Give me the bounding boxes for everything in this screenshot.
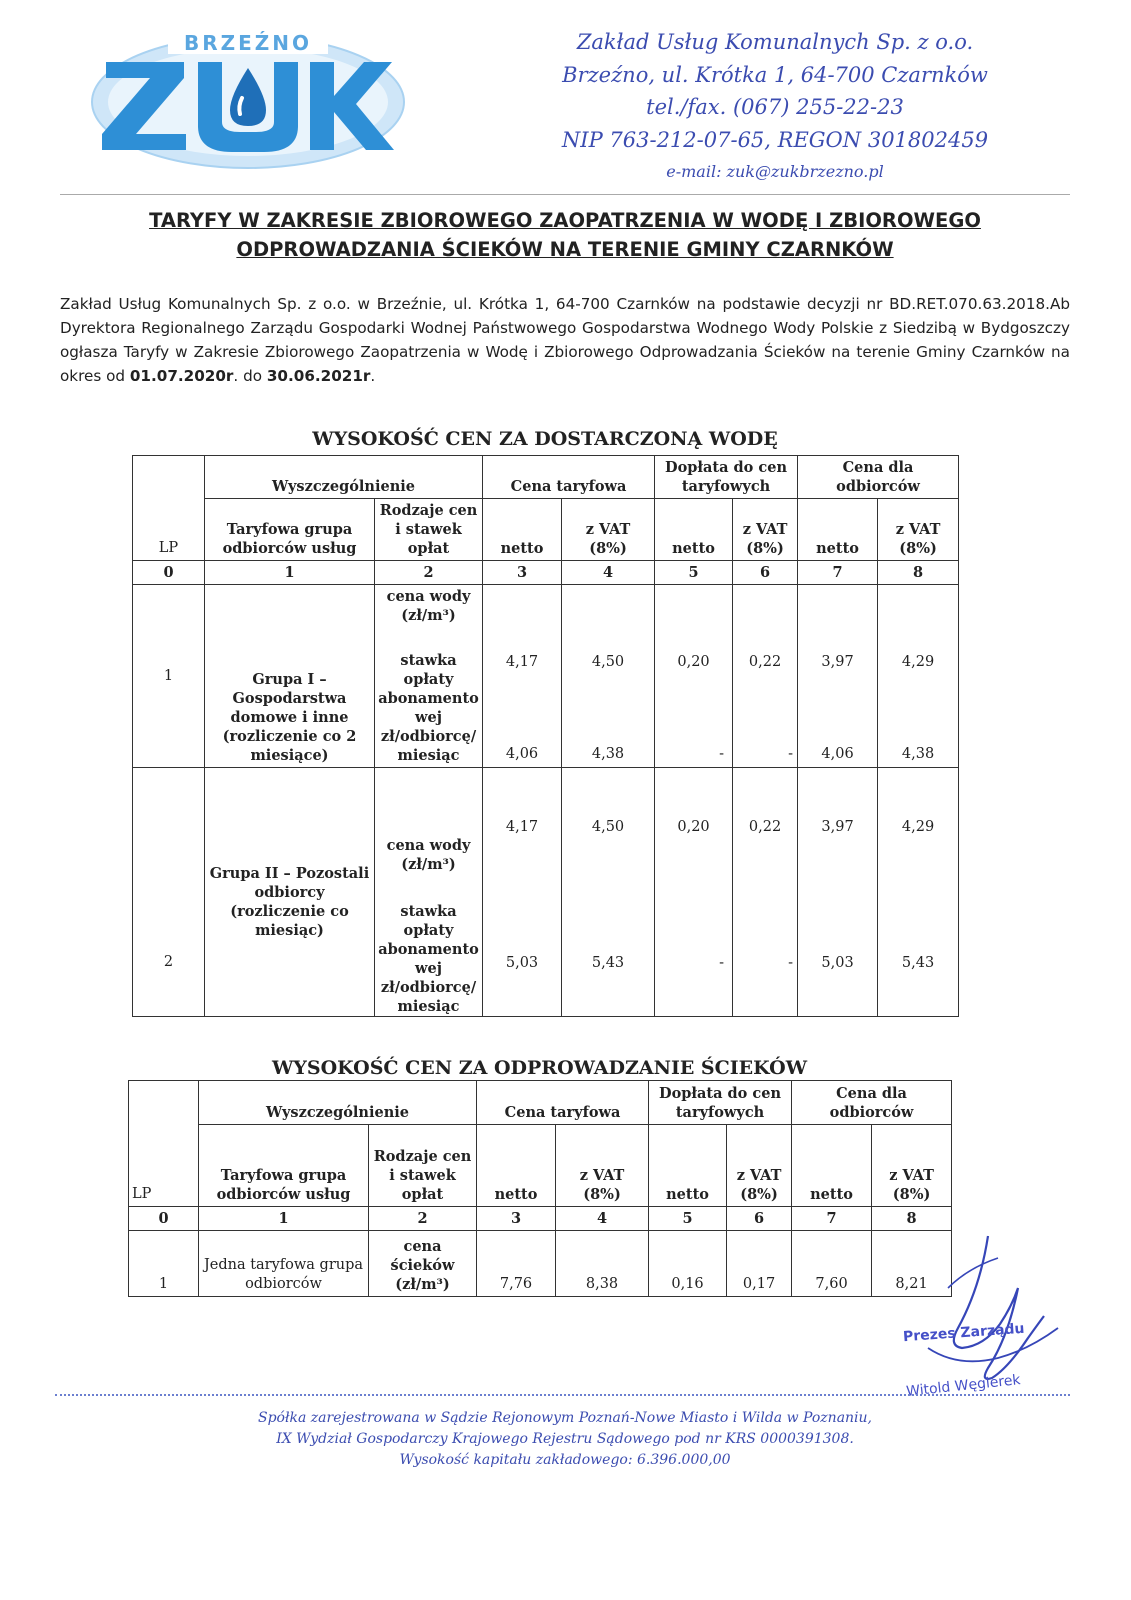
header-grupa: Taryfowa grupa odbiorców usług [199, 1125, 369, 1207]
footer-divider [55, 1394, 1070, 1396]
company-ids: NIP 763-212-07-65, REGON 301802459 [561, 127, 989, 152]
value-cell: - [788, 746, 794, 762]
col-number: 5 [655, 561, 733, 585]
value-cell: 8,21 [872, 1231, 952, 1297]
lp-header: LP [129, 1081, 199, 1207]
footer-line-3: Wysokość kapitału zakładowego: 6.396.000,00 [399, 1452, 731, 1468]
value-cell: 3,97 [821, 819, 854, 835]
header-netto: netto [649, 1125, 727, 1207]
company-phone: tel./fax. (067) 255-22-23 [646, 95, 904, 119]
col-number: 2 [375, 561, 483, 585]
document-title [70, 206, 1060, 264]
header-zvat: z VAT (8%) [562, 499, 655, 561]
title-line-2: ODPROWADZANIA ŚCIEKÓW NA TERENIE GMINY CZARNKÓW [236, 238, 894, 261]
value-cell: - [788, 955, 794, 971]
header-rodzaje: Rodzaje cen i stawek opłat [375, 499, 483, 561]
table-row [129, 1231, 952, 1297]
footer-info [150, 1408, 980, 1471]
row-type-b: stawka opłaty abonamento wej zł/odbiorcę/ miesiąc [378, 652, 479, 764]
header-zvat: z VAT (8%) [727, 1125, 792, 1207]
value-cell: 4,06 [505, 746, 539, 762]
value-cell: 5,43 [901, 955, 935, 971]
row-type-a: cena wody (zł/m³) [386, 588, 471, 624]
signature-role: Prezes Zarządu [902, 1320, 1026, 1346]
water-table-title: WYSOKOŚĆ CEN ZA DOSTARCZONĄ WODĘ [312, 428, 778, 450]
col-number: 6 [733, 561, 798, 585]
header-rodzaje: Rodzaje cen i stawek opłat [369, 1125, 477, 1207]
company-name: Zakład Usług Komunalnych Sp. z o.o. [576, 30, 974, 54]
col-number: 7 [792, 1207, 872, 1231]
header-netto: netto [477, 1125, 556, 1207]
header-cena-odbiorcow: Cena dla odbiorców [792, 1081, 952, 1125]
intro-paragraph [60, 292, 1070, 388]
row-type: cena ścieków (zł/m³) [369, 1231, 477, 1297]
date-to: 30.06.2021r [266, 367, 371, 385]
header-netto: netto [798, 499, 878, 561]
value-cell: 8,38 [556, 1231, 649, 1297]
value-cell: 0,22 [748, 654, 782, 670]
col-number: 8 [872, 1207, 952, 1231]
header-zvat: z VAT (8%) [872, 1125, 952, 1207]
col-number: 0 [133, 561, 205, 585]
header-divider [60, 194, 1070, 195]
header-cena-odbiorcow: Cena dla odbiorców [798, 456, 959, 499]
table-row [133, 585, 959, 768]
intro-mid: . do [233, 367, 267, 385]
value-cell: 3,97 [821, 654, 854, 670]
table-row [133, 768, 959, 1017]
row-lp: 1 [129, 1231, 199, 1297]
header-doplata: Dopłata do cen taryfowych [649, 1081, 792, 1125]
signature-name: Witold Węglerek [905, 1372, 1022, 1400]
lp-header: LP [133, 456, 205, 561]
date-from: 01.07.2020r [129, 367, 234, 385]
header-zvat: z VAT (8%) [878, 499, 959, 561]
value-cell: 4,29 [901, 819, 935, 835]
footer-line-2: IX Wydział Gospodarczy Krajowego Rejestru Sądowego pod nr KRS 0000391308. [276, 1431, 854, 1447]
value-cell: 5,03 [505, 955, 539, 971]
value-cell: 4,06 [821, 746, 854, 762]
row-group: Jedna taryfowa grupa odbiorców [199, 1231, 369, 1297]
value-cell: 0,17 [727, 1231, 792, 1297]
col-number: 1 [205, 561, 375, 585]
value-cell: 4,50 [591, 654, 625, 670]
header-wyszczegolnienie: Wyszczególnienie [199, 1081, 477, 1125]
logo-top-text: BRZEŹNO [183, 31, 313, 55]
sewage-price-table [128, 1080, 952, 1297]
row-type-a: cena wody (zł/m³) [386, 837, 471, 873]
header-cena-taryfowa: Cena taryfowa [483, 456, 655, 499]
row-group: Grupa II – Pozostali odbiorcy (rozliczenie co miesiąc) [205, 768, 375, 1017]
company-info [540, 26, 1010, 189]
value-cell: 0,20 [677, 819, 710, 835]
value-cell: 0,20 [677, 654, 710, 670]
intro-end: . [370, 367, 376, 385]
intro-text: Zakład Usług Komunalnych Sp. z o.o. w Brzeźnie, ul. Krótka 1, 64-700 Czarnków na podstawie decyzji nr BD.RET.070.63.2018.Ab Dyrektora Regionalnego Zarządu Gospodarki Wodnej Państwowego Gospodarstwa Wodnego Wody Polskie z Siedzibą w Bydgoszczy ogłasza Taryfy w Zakresie Zbiorowego Zaopatrzenia w Wodę i Zbiorowego Odprowadzania Ścieków na terenie Gminy Czarnków na okres od [60, 295, 1070, 385]
row-type-b: stawka opłaty abonamento wej zł/odbiorcę/ miesiąc [378, 903, 479, 1015]
water-price-table [132, 455, 959, 1017]
value-cell: 0,22 [748, 819, 782, 835]
col-number: 0 [129, 1207, 199, 1231]
row-group: Grupa I – Gospodarstwa domowe i inne (rozliczenie co 2 miesiące) [205, 585, 375, 768]
value-cell: - [719, 955, 725, 971]
header-netto: netto [655, 499, 733, 561]
row-lp: 1 [133, 585, 205, 768]
value-cell: 4,38 [591, 746, 625, 762]
header-wyszczegolnienie: Wyszczególnienie [205, 456, 483, 499]
footer-line-1: Spółka zarejestrowana w Sądzie Rejonowym Poznań-Nowe Miasto i Wilda w Poznaniu, [258, 1410, 872, 1426]
col-number: 4 [556, 1207, 649, 1231]
col-number: 5 [649, 1207, 727, 1231]
company-logo [88, 22, 408, 172]
company-address: Brzeźno, ul. Krótka 1, 64-700 Czarnków [562, 62, 988, 87]
header-doplata: Dopłata do cen taryfowych [655, 456, 798, 499]
value-cell: 5,03 [821, 955, 854, 971]
value-cell: 7,60 [792, 1231, 872, 1297]
title-line-1: TARYFY W ZAKRESIE ZBIOROWEGO ZAOPATRZENIA W WODĘ I ZBIOROWEGO [149, 209, 981, 232]
col-number: 2 [369, 1207, 477, 1231]
col-number: 3 [477, 1207, 556, 1231]
row-lp: 2 [133, 768, 205, 1017]
sewage-table-title: WYSOKOŚĆ CEN ZA ODPROWADZANIE ŚCIEKÓW [271, 1057, 808, 1079]
value-cell: 4,17 [505, 654, 539, 670]
value-cell: 0,16 [649, 1231, 727, 1297]
col-number: 3 [483, 561, 562, 585]
value-cell: 4,29 [901, 654, 935, 670]
header-grupa: Taryfowa grupa odbiorców usług [205, 499, 375, 561]
col-number: 8 [878, 561, 959, 585]
header-zvat: z VAT (8%) [733, 499, 798, 561]
value-cell: 4,50 [591, 819, 625, 835]
col-number: 6 [727, 1207, 792, 1231]
header-cena-taryfowa: Cena taryfowa [477, 1081, 649, 1125]
header-zvat: z VAT (8%) [556, 1125, 649, 1207]
col-number: 4 [562, 561, 655, 585]
header-netto: netto [483, 499, 562, 561]
value-cell: 7,76 [477, 1231, 556, 1297]
col-number: 7 [798, 561, 878, 585]
value-cell: 4,17 [505, 819, 539, 835]
company-email: e-mail: zuk@zukbrzezno.pl [666, 162, 884, 181]
value-cell: 4,38 [901, 746, 935, 762]
col-number: 1 [199, 1207, 369, 1231]
header-netto: netto [792, 1125, 872, 1207]
value-cell: - [719, 746, 725, 762]
value-cell: 5,43 [591, 955, 625, 971]
